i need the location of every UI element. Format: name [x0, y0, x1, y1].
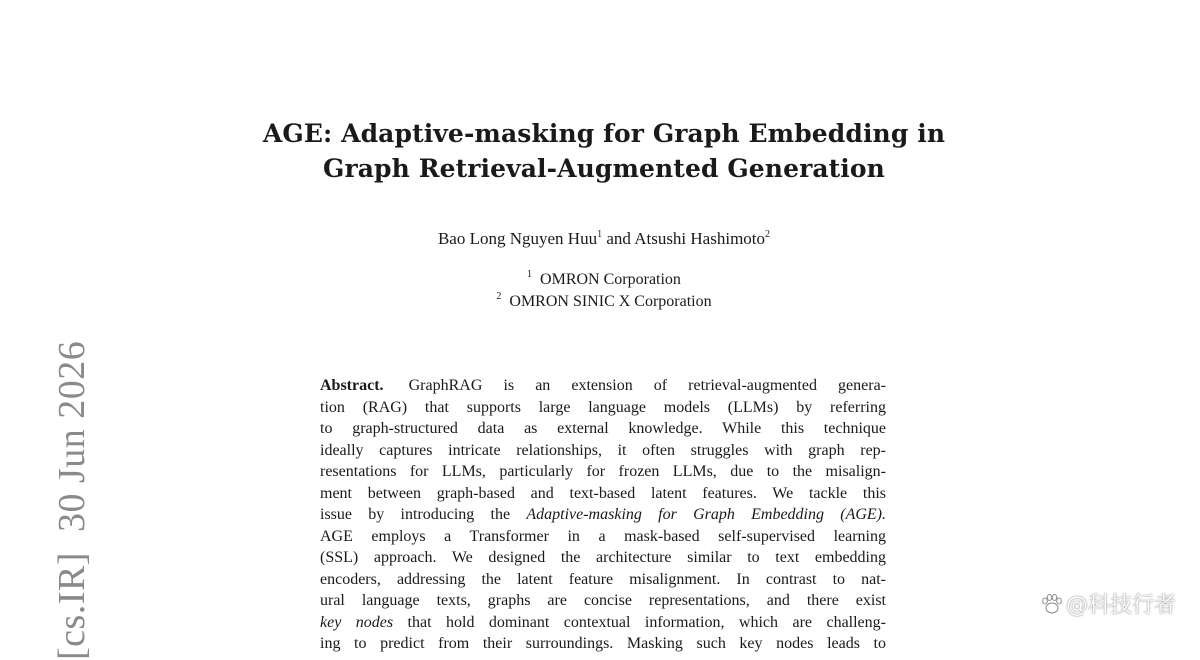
abstract-line: tion (RAG) that supports large language models (LLMs) by referring [320, 398, 886, 416]
abstract-text: issue by introducing the [320, 506, 527, 523]
watermark-text: @科技行者 [1065, 593, 1176, 618]
affiliation-1-mark: 1 [527, 269, 533, 280]
abstract-text: that hold dominant contextual information, which are challeng- [393, 613, 886, 631]
author-list [200, 228, 1008, 250]
arxiv-identifier-stamp: [cs.IR] 30 Jun 2026 [51, 340, 93, 660]
abstract-line: encoders, addressing the latent feature misalignment. In contrast to nat- [320, 570, 886, 588]
abstract-line: resentations for LLMs, particularly for frozen LLMs, due to the misalign- [320, 463, 886, 480]
affiliation-1 [200, 269, 1008, 291]
affiliation-2 [200, 291, 1008, 313]
affiliation-2-name: OMRON SINIC X Corporation [509, 293, 712, 310]
title-line-1: AGE: Adaptive-masking for Graph Embedding in [262, 119, 946, 148]
source-watermark [1040, 588, 1176, 619]
abstract-text: GraphRAG is an extension of retrieval-augmented genera- [408, 377, 887, 394]
abstract-line: to graph-structured data as external knowledge. While this technique [320, 420, 886, 437]
author-1: Bao Long Nguyen Huu [437, 229, 598, 248]
abstract-line: ural language texts, graphs are concise representations, and there exist [320, 592, 886, 609]
affiliation-1-name: OMRON Corporation [540, 271, 681, 288]
author-2-affil-mark: 2 [765, 229, 771, 240]
key-nodes-emphasis: key nodes [320, 613, 394, 631]
abstract-line: ideally captures intricate relationships, it often struggles with graph rep- [320, 441, 886, 459]
author-1-affil-mark: 1 [597, 229, 603, 240]
abstract-line: AGE employs a Transformer in a mask-based self-supervised learning [320, 527, 886, 545]
method-name-emphasis: Adaptive-masking for Graph Embedding (AGE). [526, 506, 887, 523]
abstract-line: (SSL) approach. We designed the architecture similar to text embedding [320, 549, 886, 566]
affiliation-2-mark: 2 [496, 291, 502, 302]
author-2: Atsushi Hashimoto [634, 229, 766, 248]
abstract-line [320, 375, 886, 397]
paw-logo-icon [1040, 593, 1064, 615]
abstract-line [320, 504, 886, 526]
abstract-line: ing to predict from their surroundings. Masking such key nodes leads to [320, 635, 886, 652]
abstract-line [320, 612, 886, 634]
paper-title [200, 116, 1008, 186]
abstract-line: ment between graph-based and text-based latent features. We tackle this [320, 484, 886, 502]
abstract-block [320, 375, 886, 655]
abstract-heading: Abstract. [320, 377, 384, 394]
title-line-2: Graph Retrieval-Augmented Generation [323, 154, 885, 183]
author-conjunction: and [602, 229, 635, 248]
